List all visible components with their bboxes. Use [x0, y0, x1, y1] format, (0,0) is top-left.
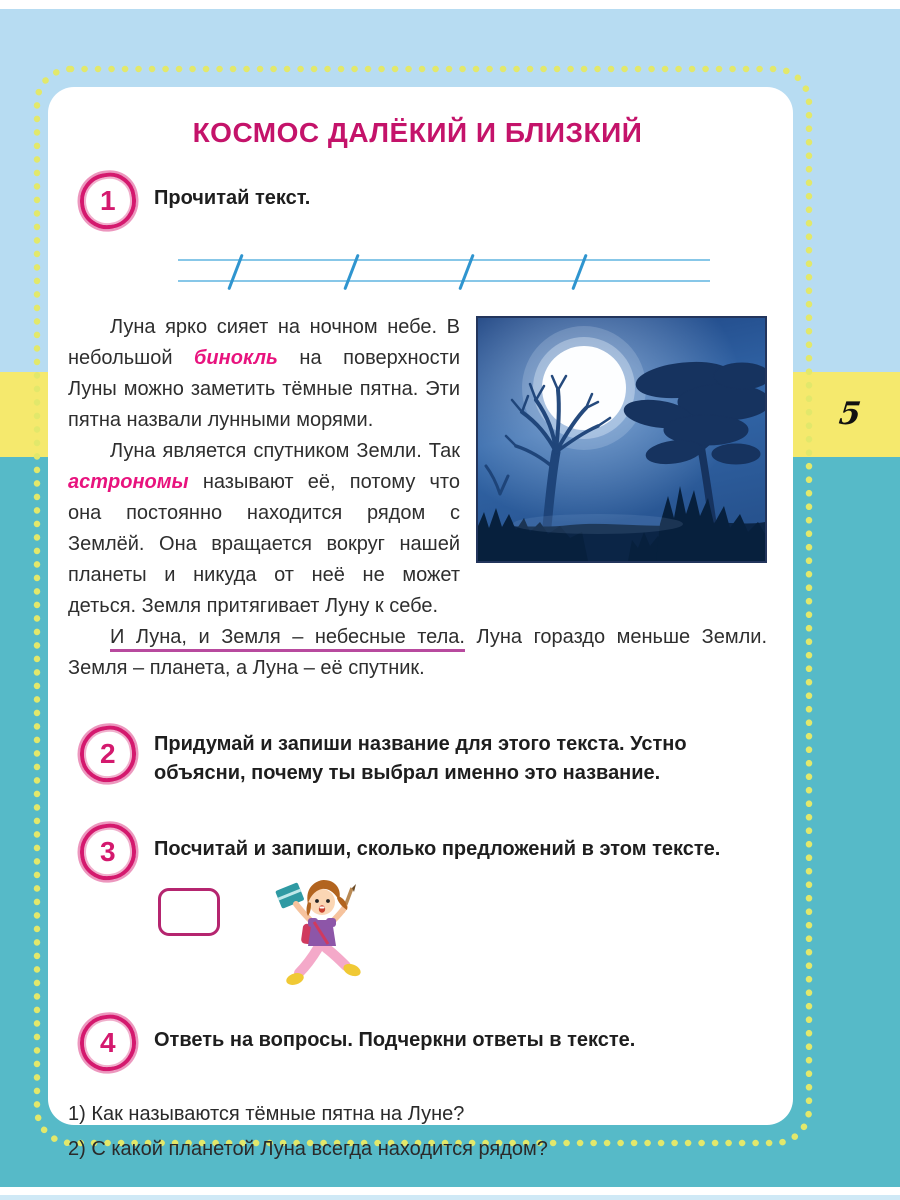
task-3-number: 3 [100, 836, 116, 868]
girl-illustration [266, 874, 378, 1001]
keyword-astronomy: астрономы [68, 471, 189, 493]
reading-text [68, 312, 767, 684]
running-girl-icon [266, 874, 378, 996]
task-1-number: 1 [100, 185, 116, 217]
paragraph-2: Луна является спутником Земли. Так астрономы называют её, потому что она постоянно находится рядом с Землёй. Она вращается вокруг нашей планеты и никуда от неё не может деться. Земля притягивает Луну к себе. [68, 440, 460, 617]
task-4 [68, 1015, 767, 1071]
slant-mark [458, 254, 474, 291]
slant-mark [227, 254, 243, 291]
slant-mark [571, 254, 587, 291]
task-2 [68, 726, 767, 788]
slant-mark [343, 254, 359, 291]
question-2: 2) С какой планетой Луна всегда находится рядом? [68, 1138, 548, 1160]
task-1-label: Прочитай текст. [154, 187, 311, 209]
keyword-binokl: бинокль [194, 347, 278, 369]
background-bottom-white-strip [0, 1187, 900, 1195]
task-1-number-badge [76, 169, 139, 232]
paragraph-3: И Луна, и Земля – небесные тела. Луна гораздо меньше Земли. Земля – планета, а Луна – её спутник. [68, 626, 768, 679]
task-3-number-badge [76, 820, 139, 883]
moon-night-illustration [476, 316, 767, 563]
page-title: КОСМОС ДАЛЁКИЙ И БЛИЗКИЙ [192, 117, 643, 148]
handwriting-lines[interactable] [178, 259, 710, 282]
task-2-number: 2 [100, 738, 116, 770]
task-4-label: Ответь на вопросы. Подчеркни ответы в тексте. [154, 1029, 636, 1051]
question-list [68, 1097, 767, 1167]
paragraph-1: Луна ярко сияет на ночном небе. В небольшой бинокль на поверхности Луны можно заметить тёмные пятна. Эти пятна назвали лунными морями. [68, 316, 460, 431]
task-2-number-badge [76, 722, 139, 785]
content-card [48, 87, 793, 1160]
task-3-label: Посчитай и запиши, сколько предложений в этом тексте. [154, 838, 721, 860]
underlined-sentence: И Луна, и Земля – небесные тела. [110, 626, 465, 648]
task-3 [68, 824, 767, 880]
moon-scene-icon [478, 318, 765, 561]
task-1 [68, 173, 767, 229]
task-4-number-badge [76, 1011, 139, 1074]
task-3-answer-area [158, 888, 767, 1001]
task-2-label: Придумай и запиши название для этого текста. Устно объясни, почему ты выбрал именно это название. [154, 733, 687, 784]
background-bottom-blue-strip [0, 1195, 900, 1200]
page-number: 5 [837, 396, 863, 432]
question-1: 1) Как называются тёмные пятна на Луне? [68, 1103, 465, 1125]
answer-box[interactable] [158, 888, 220, 936]
task-4-number: 4 [100, 1027, 116, 1059]
